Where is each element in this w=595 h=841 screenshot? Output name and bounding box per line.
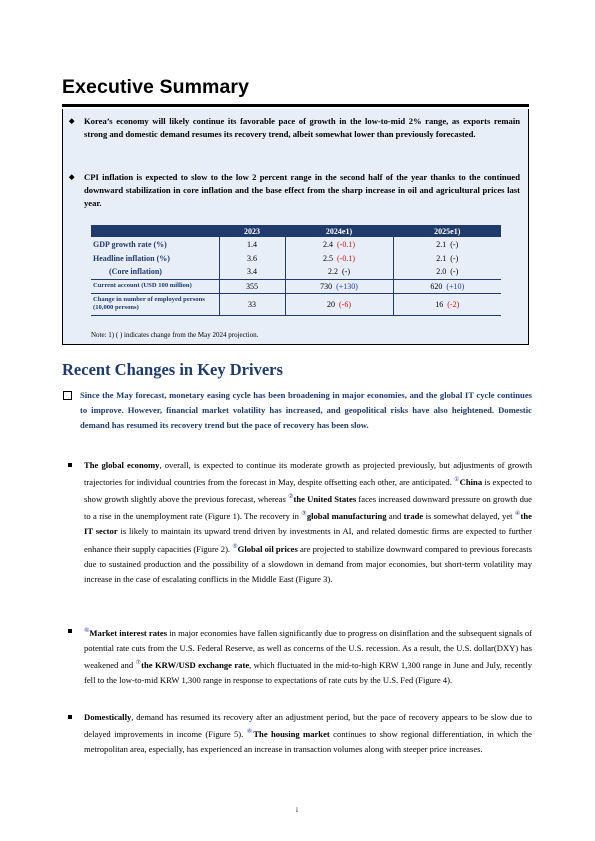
- square-bullet-icon: [68, 463, 72, 467]
- circled-number-icon: ②: [288, 494, 294, 501]
- table-header: 2024e1): [285, 225, 393, 237]
- checkbox-bullet-icon: [63, 391, 72, 400]
- table-row: [91, 293, 501, 315]
- diamond-bullet-icon: ◆: [69, 117, 75, 125]
- table-cell: 20 (-6): [285, 293, 393, 315]
- table-header-row: [91, 225, 501, 237]
- circled-number-icon: ③: [301, 511, 307, 518]
- square-bullet-icon: [68, 629, 72, 633]
- circled-number-icon: ④: [514, 511, 521, 518]
- table-cell: 3.4: [219, 265, 285, 279]
- diamond-bullet-icon: ◆: [69, 173, 75, 181]
- table-cell: 2.2 (-): [285, 265, 393, 279]
- circled-number-icon: ①: [454, 477, 460, 484]
- table-row: [91, 237, 501, 251]
- table-header: 2023: [219, 225, 285, 237]
- row-label: Headline inflation (%): [93, 253, 170, 263]
- circled-number-icon: ⑧: [246, 729, 254, 736]
- summary-bullet-1: ◆ Korea’s economy will likely continue its favorable pace of growth in the low-to-mid 2% range, as exports remain strong and domestic demand resumes its recovery trend, albeit somewhat lower than previously forecasted.: [69, 116, 520, 140]
- circled-number-icon: ⑦: [135, 660, 142, 667]
- table-cell: 16 (-2): [393, 293, 501, 315]
- forecast-table: [91, 225, 501, 316]
- table-row: [91, 279, 501, 293]
- paragraph-domestic: Domestically, demand has resumed its recovery after an adjustment period, but the pace of recovery appears to be slow due to delayed improvements in income (Figure 5). ⑧The housing market continues to show regional differentiation, in which the metropolitan area, especially, has experienced an increase in transaction volumes along with steeper price increases.: [84, 710, 532, 757]
- table-cell: 620 (+10): [393, 279, 501, 293]
- row-label: GDP growth rate (%): [93, 239, 167, 249]
- table-cell: 2.1 (-): [393, 251, 501, 265]
- section-lead: Since the May forecast, monetary easing cycle has been broadening in major economies, and the global IT cycle continues to improve. However, financial market volatility has increased, and geopolitical risks have also heightened. Domestic demand has resumed its recovery trend but the pace of recovery has been slow.: [80, 390, 532, 431]
- table-cell: 33: [219, 293, 285, 315]
- table-header: [91, 225, 219, 237]
- table-cell: 2.1 (-): [393, 237, 501, 251]
- summary-bullet-2: ◆ CPI inflation is expected to slow to the low 2 percent range in the second half of the year thanks to the continued downward stabilization in core inflation and the base effect from the sharp increase in oil and agricultural prices last year.: [69, 172, 520, 209]
- circled-number-icon: ⑥: [84, 628, 90, 634]
- table-cell: 1.4: [219, 237, 285, 251]
- table-header: 2025e1): [393, 225, 501, 237]
- page-title: Executive Summary: [62, 76, 250, 98]
- paragraph-global-economy: The global economy, overall, is expected to continue its moderate growth as projected previously, but adjustments of growth trajectories for individual countries from the forecast in May, despite offsetting each other, are anticipated. ①China is expected to show growth slightly above the previous forecast, whereas ②the United States faces increased downward pressure on growth due to a rise in the unemployment rate (Figure 1). The recovery in ③global manufacturing and trade is somewhat delayed, yet ④the IT sector is likely to maintain its upward trend driven by investments in AI, and related domestic firms are expected to further enhance their supply capacities (Figure 2). ⑤Global oil prices are projected to stabilize downward compared to previous forecasts due to sustained production and the possibility of a slowdown in demand from major economies, but short-term volatility may increase in the case of escalating conflicts in the Middle East (Figure 3).: [84, 458, 532, 587]
- page-number: i: [296, 806, 298, 814]
- table-note: Note: 1) ( ) indicates change from the May 2024 projection.: [91, 331, 259, 339]
- paragraph-interest-rates: ⑥Market interest rates in major economies have fallen significantly due to progress on disinflation and the subsequent signals of potential rate cuts from the U.S. Federal Reserve, as well as concerns of the U.S. recession. As a result, the U.S. dollar(DXY) has weakened and ⑦the KRW/USD exchange rate, which fluctuated in the mid-to-high KRW 1,300 range in June and July, recently fell to the low-to-mid KRW 1,300 range in response to expectations of rate cuts by the U.S. Fed (Figure 4).: [84, 624, 532, 689]
- circled-number-icon: ⑤: [232, 543, 238, 550]
- table-cell: 355: [219, 279, 285, 293]
- title-rule: [62, 104, 529, 107]
- square-bullet-icon: [68, 715, 72, 719]
- table-cell: 730 (+130): [285, 279, 393, 293]
- row-label: Change in number of employed persons (10,000 persons): [91, 293, 219, 315]
- table-row: [91, 251, 501, 265]
- row-label: Current account (USD 100 million): [91, 279, 219, 293]
- table-row: [91, 265, 501, 279]
- table-cell: 2.0 (-): [393, 265, 501, 279]
- table-cell: 3.6: [219, 251, 285, 265]
- table-cell: 2.5 (-0.1): [285, 251, 393, 265]
- row-label: (Core inflation): [109, 267, 162, 277]
- section-title: Recent Changes in Key Drivers: [62, 360, 283, 379]
- summary-box: [62, 109, 529, 345]
- table-cell: 2.4 (-0.1): [285, 237, 393, 251]
